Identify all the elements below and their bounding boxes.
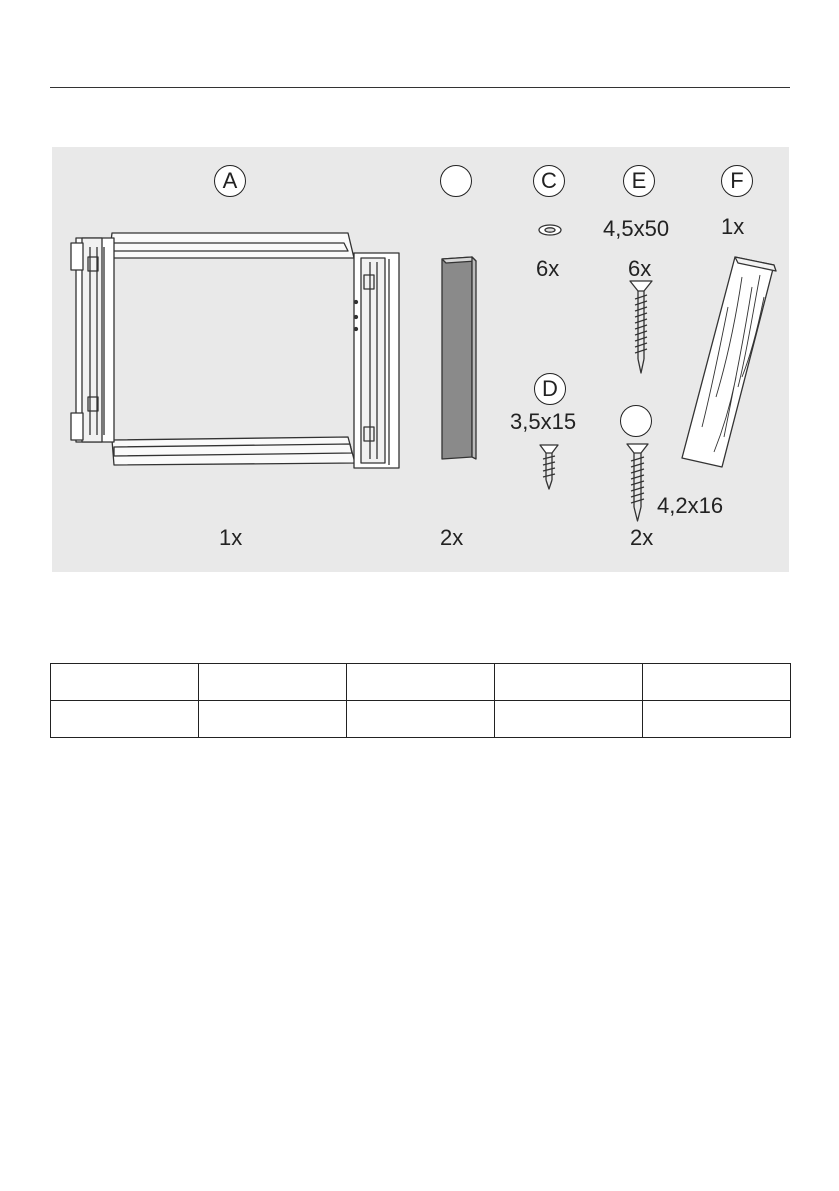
part-b-quantity: 2x bbox=[440, 525, 464, 550]
part-e-quantity: 6x bbox=[628, 256, 652, 281]
medium-screw-part-g-drawing bbox=[627, 444, 648, 521]
spec-table bbox=[50, 663, 791, 738]
short-screw-part-d-drawing bbox=[540, 445, 558, 489]
part-d-size: 3,5x15 bbox=[510, 409, 577, 434]
table-row bbox=[51, 664, 791, 701]
table-cell bbox=[495, 664, 643, 701]
washer-part-c-drawing bbox=[539, 225, 561, 235]
table-cell bbox=[643, 701, 791, 738]
part-e-size: 4,5x50 bbox=[603, 216, 670, 241]
part-label-a: A bbox=[214, 165, 246, 197]
part-g-size: 4,2x16 bbox=[657, 493, 724, 518]
table-cell bbox=[347, 701, 495, 738]
table-cell bbox=[347, 664, 495, 701]
part-label-f: F bbox=[721, 165, 753, 197]
part-a-quantity: 1x bbox=[219, 525, 243, 550]
parts-illustration-panel bbox=[52, 147, 789, 572]
table-cell bbox=[495, 701, 643, 738]
table-cell bbox=[199, 664, 347, 701]
part-label-e: E bbox=[623, 165, 655, 197]
header-rule bbox=[50, 87, 790, 88]
foam-strip-part-b-drawing bbox=[442, 257, 476, 459]
table-row bbox=[51, 701, 791, 738]
part-label-d: D bbox=[534, 373, 566, 405]
table-cell bbox=[51, 701, 199, 738]
table-cell bbox=[51, 664, 199, 701]
part-g-quantity: 2x bbox=[630, 525, 654, 550]
part-c-quantity: 6x bbox=[536, 256, 560, 281]
wooden-block-part-f-drawing bbox=[682, 257, 776, 467]
long-screw-part-e-drawing bbox=[630, 281, 652, 373]
table-cell bbox=[643, 664, 791, 701]
frame-part-a-drawing bbox=[71, 233, 399, 468]
part-label-g bbox=[620, 405, 652, 437]
part-label-b bbox=[440, 165, 472, 197]
table-cell bbox=[199, 701, 347, 738]
part-label-c: C bbox=[533, 165, 565, 197]
part-f-quantity: 1x bbox=[721, 214, 745, 239]
